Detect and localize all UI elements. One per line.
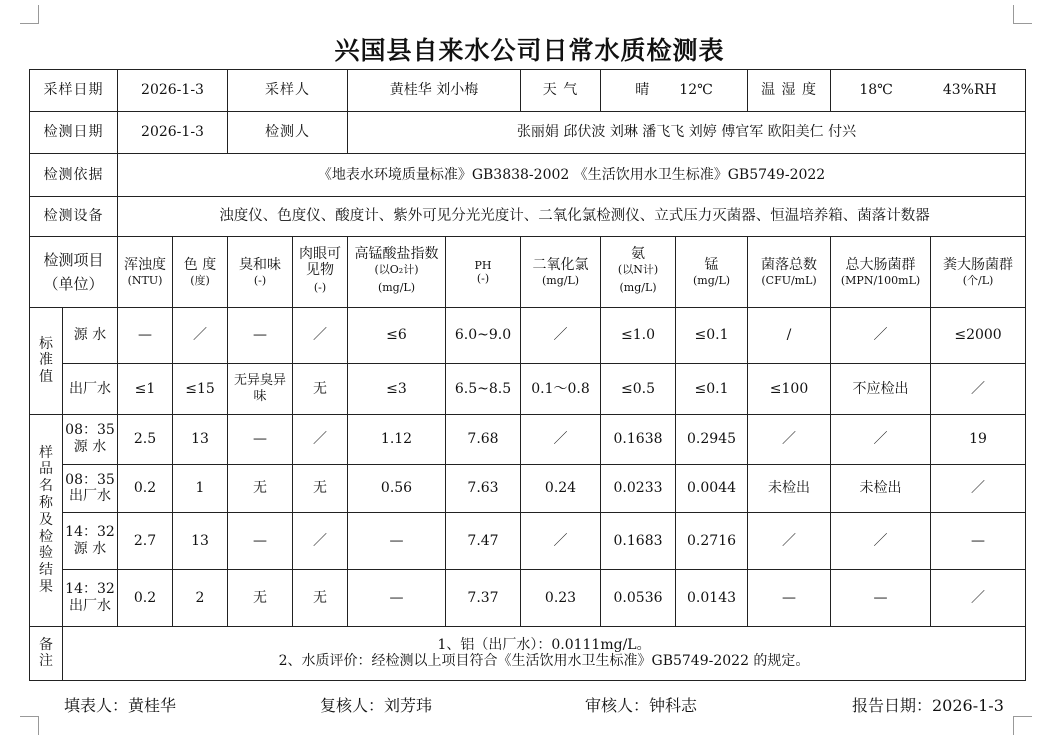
value-cell: —	[931, 513, 1026, 570]
col-unit: (mg/L)	[692, 273, 731, 287]
col-header-color	[173, 236, 228, 307]
vertical-label-char: 标	[39, 335, 53, 352]
value-cell: 0.0536	[601, 570, 676, 626]
value-cell: —	[748, 570, 831, 626]
col-name: 高锰酸盐指数	[354, 245, 439, 262]
col-name: 氨	[631, 245, 646, 262]
value-cell: 0.24	[521, 464, 601, 512]
notes-row	[30, 626, 1026, 680]
value-cell: 7.63	[446, 464, 521, 512]
col-name: 粪大肠菌群	[943, 256, 1014, 273]
value-cell: 6.0~9.0	[446, 308, 521, 364]
test-date-label: 检测日期	[30, 112, 118, 154]
col-header-fecal-coliform	[931, 236, 1026, 307]
value-cell: ≤0.1	[676, 308, 748, 364]
sample-name: 源 水	[73, 541, 107, 558]
vertical-label-char: 检	[39, 528, 53, 545]
notes-content	[63, 626, 1026, 680]
value-cell: 0.2716	[676, 513, 748, 570]
col-unit: (MPN/100mL)	[840, 273, 921, 287]
value-cell: ≤1.0	[601, 308, 676, 364]
vertical-label-char: 果	[39, 578, 53, 595]
weather-value: 晴	[635, 82, 650, 99]
value-cell: 7.37	[446, 570, 521, 626]
note-line-1: 1、铝（出厂水）：0.0111mg/L。	[437, 636, 651, 653]
col-unit: (mg/L)	[619, 281, 657, 295]
value-cell: ／	[831, 513, 931, 570]
value-cell: ≤15	[173, 364, 228, 414]
temp-humidity-cell	[831, 70, 1026, 112]
corner-mark-top-left	[20, 5, 39, 24]
vertical-label-char: 准	[39, 352, 53, 369]
value-cell: 无异臭异味	[228, 364, 293, 414]
value-cell: —	[348, 513, 446, 570]
corner-mark-top-right	[1013, 5, 1032, 24]
equipment-row	[30, 196, 1026, 236]
report-date: 报告日期：2026-1-3	[852, 696, 1004, 715]
sample-time: 14：32	[65, 581, 115, 598]
value-cell: ／	[521, 414, 601, 464]
value-cell: 0.1～0.8	[521, 364, 601, 414]
sampling-date-label: 采样日期	[30, 70, 118, 112]
col-header-ph	[446, 236, 521, 307]
basis-row	[30, 154, 1026, 196]
value-cell: 7.47	[446, 513, 521, 570]
sampler-value: 黄桂华 刘小梅	[348, 70, 521, 112]
value-cell: ／	[931, 570, 1026, 626]
env-humidity-value: 43%RH	[942, 82, 997, 99]
value-cell: 不应检出	[831, 364, 931, 414]
value-cell: 无	[228, 464, 293, 512]
col-header-turbidity	[118, 236, 173, 307]
col-header-visible	[293, 236, 348, 307]
testing-row	[30, 112, 1026, 154]
value-cell: 0.2945	[676, 414, 748, 464]
value-cell: 7.68	[446, 414, 521, 464]
col-name-2: (以N计)	[617, 263, 659, 277]
vertical-label-char: 称	[39, 494, 53, 511]
sample-row	[30, 414, 1026, 464]
samples-label	[30, 414, 63, 626]
value-cell: ／	[173, 308, 228, 364]
col-unit: (NTU)	[127, 273, 163, 287]
vertical-label-char: 注	[39, 653, 53, 670]
sample-row	[30, 464, 1026, 512]
vertical-label-char: 及	[39, 511, 53, 528]
value-cell: 无	[228, 570, 293, 626]
sample-time: 08：35	[65, 422, 115, 439]
value-cell: 未检出	[831, 464, 931, 512]
col-header-colony-count	[748, 236, 831, 307]
col-name: 总大肠菌群	[845, 256, 916, 273]
col-header-permanganate	[348, 236, 446, 307]
vertical-label-char: 品	[39, 461, 53, 478]
value-cell: 无	[293, 364, 348, 414]
value-cell: 未检出	[748, 464, 831, 512]
value-cell: ／	[293, 513, 348, 570]
value-cell: ≤0.1	[676, 364, 748, 414]
col-name: 臭和味	[239, 256, 281, 273]
col-header-total-coliform	[831, 236, 931, 307]
col-unit: (mg/L)	[541, 273, 580, 287]
value-cell: ≤100	[748, 364, 831, 414]
sample-row	[30, 513, 1026, 570]
testers-value: 张丽娟 邱伏波 刘琳 潘飞飞 刘婷 傅官军 欧阳美仁 付兴	[348, 112, 1026, 154]
value-cell: —	[228, 308, 293, 364]
value-cell: 0.0233	[601, 464, 676, 512]
value-cell: 2	[173, 570, 228, 626]
value-cell: ／	[931, 464, 1026, 512]
vertical-label-char: 结	[39, 562, 53, 579]
basis-value: 《地表水环境质量标准》GB3838-2002 《生活饮用水卫生标准》GB5749-2022	[118, 154, 1026, 196]
value-cell: 13	[173, 513, 228, 570]
tester-label: 检测人	[228, 112, 348, 154]
sample-time: 14：32	[65, 524, 115, 541]
value-cell: —	[831, 570, 931, 626]
corner-mark-bottom-right	[1013, 716, 1032, 735]
value-cell: ≤1	[118, 364, 173, 414]
value-cell: 6.5~8.5	[446, 364, 521, 414]
test-date-value: 2026-1-3	[118, 112, 228, 154]
sample-name: 源 水	[73, 439, 107, 456]
col-unit: (个/L)	[962, 273, 994, 287]
col-name: 锰	[704, 256, 719, 273]
col-unit: (-)	[313, 281, 327, 295]
item-header	[30, 236, 118, 307]
col-name: PH	[474, 258, 492, 272]
value-cell: ≤2000	[931, 308, 1026, 364]
filler-signature: 填表人：黄桂华	[64, 696, 177, 715]
standard-row-outlet	[30, 364, 1026, 414]
sample-name: 出厂水	[69, 598, 111, 615]
col-name: 色 度	[183, 256, 217, 273]
value-cell: 0.0044	[676, 464, 748, 512]
col-name: 肉眼可	[299, 245, 341, 262]
value-cell: 0.23	[521, 570, 601, 626]
vertical-label-char: 名	[39, 478, 53, 495]
value-cell: 19	[931, 414, 1026, 464]
col-unit: (度)	[190, 273, 210, 287]
col-header-chlorine-dioxide	[521, 236, 601, 307]
equipment-label: 检测设备	[30, 196, 118, 236]
standard-name: 出厂水	[63, 364, 118, 414]
col-name: 菌落总数	[761, 256, 818, 273]
value-cell: ≤3	[348, 364, 446, 414]
value-cell: ／	[931, 364, 1026, 414]
sampling-row	[30, 70, 1026, 112]
value-cell: ／	[748, 513, 831, 570]
col-name-2: 见物	[306, 262, 334, 279]
col-header-odor	[228, 236, 293, 307]
notes-label	[30, 626, 63, 680]
value-cell: ／	[521, 513, 601, 570]
col-header-manganese	[676, 236, 748, 307]
item-header-unit: （单位）	[43, 274, 104, 293]
col-name-2: (以O₂计)	[374, 263, 419, 277]
col-name: 浑浊度	[124, 256, 166, 273]
col-unit: (-)	[253, 273, 267, 287]
col-unit: (CFU/mL)	[761, 273, 817, 287]
value-cell: 无	[293, 464, 348, 512]
basis-label: 检测依据	[30, 154, 118, 196]
value-cell: 1.12	[348, 414, 446, 464]
sample-name-cell	[63, 414, 118, 464]
col-unit: (mg/L)	[377, 281, 416, 295]
sample-name: 出厂水	[69, 488, 111, 505]
col-header-ammonia	[601, 236, 676, 307]
sample-name-cell	[63, 464, 118, 512]
value-cell: ／	[831, 414, 931, 464]
sampling-date-value: 2026-1-3	[118, 70, 228, 112]
sample-name-cell	[63, 513, 118, 570]
reviewer-signature: 复核人：刘芳玮	[320, 696, 433, 715]
value-cell: 1	[173, 464, 228, 512]
value-cell: ／	[293, 308, 348, 364]
item-header-label: 检测项目	[43, 250, 104, 269]
value-cell: /	[748, 308, 831, 364]
vertical-label-char: 备	[39, 636, 53, 653]
value-cell: 0.1638	[601, 414, 676, 464]
value-cell: 2.5	[118, 414, 173, 464]
sampler-label: 采样人	[228, 70, 348, 112]
standard-label	[30, 308, 63, 415]
sample-row	[30, 570, 1026, 626]
sample-name-cell	[63, 570, 118, 626]
value-cell: 无	[293, 570, 348, 626]
value-cell: 0.2	[118, 464, 173, 512]
header-row	[30, 236, 1026, 307]
value-cell: 0.1683	[601, 513, 676, 570]
col-name: 二氧化氯	[532, 256, 589, 273]
value-cell: ≤0.5	[601, 364, 676, 414]
col-unit: (-)	[476, 271, 490, 285]
vertical-label-char: 样	[39, 444, 53, 461]
water-quality-table	[29, 69, 1026, 681]
env-temperature-value: 18℃	[859, 82, 893, 99]
value-cell: —	[228, 414, 293, 464]
weather-label: 天 气	[521, 70, 601, 112]
value-cell: 0.2	[118, 570, 173, 626]
value-cell: ≤6	[348, 308, 446, 364]
value-cell: ／	[831, 308, 931, 364]
value-cell: ／	[293, 414, 348, 464]
value-cell: ／	[521, 308, 601, 364]
value-cell: ／	[748, 414, 831, 464]
value-cell: 2.7	[118, 513, 173, 570]
value-cell: —	[348, 570, 446, 626]
standard-row-source	[30, 308, 1026, 364]
value-cell: —	[118, 308, 173, 364]
weather-cell	[601, 70, 748, 112]
standard-name: 源 水	[63, 308, 118, 364]
temperature-value: 12℃	[679, 82, 713, 99]
value-cell: 0.0143	[676, 570, 748, 626]
auditor-signature: 审核人：钟科志	[585, 696, 698, 715]
value-cell: 13	[173, 414, 228, 464]
sample-time: 08：35	[65, 471, 115, 488]
vertical-label-char: 验	[39, 545, 53, 562]
corner-mark-bottom-left	[20, 716, 39, 735]
temp-humidity-label: 温 湿 度	[748, 70, 831, 112]
note-line-2: 2、水质评价：经检测以上项目符合《生活饮用水卫生标准》GB5749-2022 的规定。	[278, 653, 810, 670]
value-cell: 0.56	[348, 464, 446, 512]
value-cell: —	[228, 513, 293, 570]
equipment-value: 浊度仪、色度仪、酸度计、紫外可见分光光度计、二氧化氯检测仪、立式压力灭菌器、恒温培养箱、菌落计数器	[118, 196, 1026, 236]
vertical-label-char: 值	[39, 369, 53, 386]
page-title: 兴国县自来水公司日常水质检测表	[334, 36, 725, 65]
